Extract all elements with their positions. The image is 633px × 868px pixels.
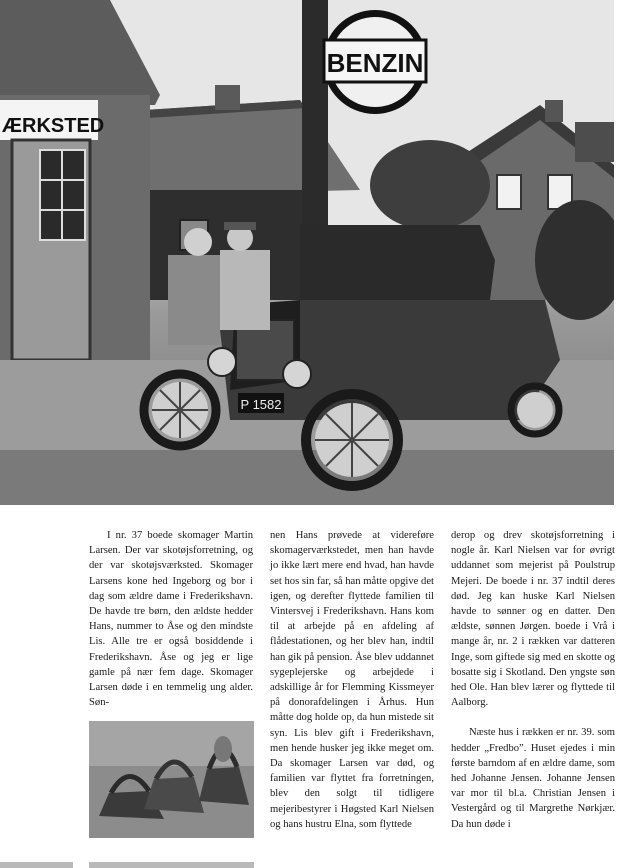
column3-paragraph-1: derop og drev skotøjsforretning i nogle år. Karl Nielsen var for øvrigt uddannet som mejerist på Poulstrup Mejeri. De boede i nr. 37 indtil deres død. Jeg kan huske Karl Nielsen havde to sønner og en datter. Den ældste, sønnen Jørgen. boede i Vrå i mange år, nr. 2 i rækken var datteren Inge, som giftede sig med en skotte og bosatte sig i Skotland. Den yngste søn hed Ole. Han blev lærer og flyttede til Aalborg. — [451, 530, 615, 709]
irons-photo — [89, 721, 254, 838]
workshop-sign-text: ÆRKSTED — [2, 115, 105, 137]
text-column-2 — [270, 528, 434, 832]
footer-bar-center — [89, 862, 254, 868]
footer-bar-left — [0, 862, 73, 868]
irons-illustration — [89, 721, 254, 838]
text-column-1 — [89, 528, 253, 710]
column2-paragraph: nen Hans prøvede at videreføre skomagerværkstedet, men han havde jo ikke lært mere end hvad, han havde set hos sin far, så han måtte opgive det igen, og derefter flyttede familien til Vintersvej i Frederikshavn. Hans kom til at arbejde på en afdeling af flådestationen, og her blev han, indtil han gik på pension. Åse blev uddannet sygeplejerske og arbejdede i adskillige år for Flemming Kissmeyer på donorafdelingen i Århus. Hun måtte dog holde op, da hun mistede sit syn. Lis blev gift i Frederikshavn, men hende husker jeg ikke meget om. Da skomager Larsen var død, og familien var flyttet fra forretningen, blev den solgt til tidligere mejeribestyrer i Høgsted Karl Nielsen og hans hustru Elna, som flyttede — [270, 530, 434, 830]
column1-paragraph: I nr. 37 boede skomager Martin Larsen. Der var skotøjsforretning, og der var skotøjsværksted. Skomager Larsens kone hed Ingeborg og bor i dag som ældre dame i Frederikshavn. De havde tre børn, den ældste hedder Hans, nummer to Åse og den mindste Lis. Alle tre er også bosiddende i Frederikshavn. Åse og jeg er lige gamle på nær fem dage. Skomager Larsen døde i en temmelig ung alder. Søn- — [89, 530, 253, 709]
license-plate-text: P 1582 — [240, 397, 282, 412]
column3-paragraph-2: Næste hus i rækken er nr. 39. som hedder „Fredbo”. Huset ejedes i min første barndom af en ældre dame, som hed Johanne Jensen. Johanne Jensen var mor til bl.a. Christian Jensen i Vestergård og til Margrethe Nørkjær. Da hun døde i — [451, 727, 615, 830]
benzin-sign-text: BENZIN — [326, 48, 424, 78]
text-column-3 — [451, 528, 615, 832]
